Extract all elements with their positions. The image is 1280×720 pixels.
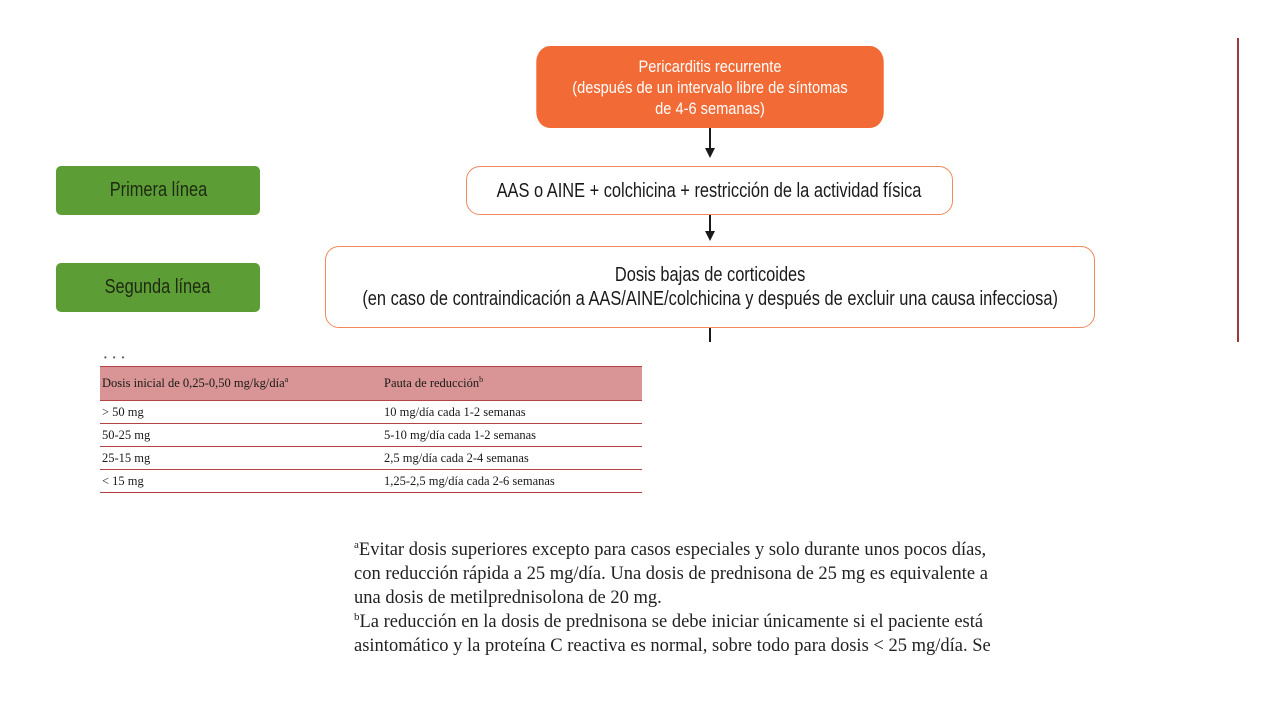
table-footnotes <box>354 538 1174 658</box>
table-row <box>100 470 642 493</box>
arrowhead-2 <box>705 231 715 241</box>
stray-marks: ••• <box>104 353 131 362</box>
second-line-label <box>56 263 260 312</box>
table-header-row <box>100 367 642 401</box>
recurrent-pericarditis-box <box>536 46 883 128</box>
second-line-condition: (en caso de contraindicación a AAS/AINE/colchicina y después de excluir una causa infecciosa) <box>362 288 1058 310</box>
table-row <box>100 447 642 470</box>
table-row <box>100 424 642 447</box>
header-initial-dose: Dosis inicial de 0,25-0,50 mg/kg/día$^a$ <box>100 367 382 401</box>
taper-cell: 5-10 mg/día cada 1-2 semanas <box>382 424 642 447</box>
dose-cell: 50-25 mg <box>100 424 382 447</box>
dose-cell: 25-15 mg <box>100 447 382 470</box>
top-box-line-1: Pericarditis recurrente <box>638 56 782 76</box>
footnote-a-line-1: $^a$Evitar dosis superiores excepto para casos especiales y solo durante unos pocos días, <box>354 538 987 560</box>
dose-cell: < 15 mg <box>100 470 382 493</box>
connector-line-3 <box>709 328 711 342</box>
top-box-line-2: (después de un intervalo libre de síntomas <box>572 77 848 97</box>
second-line-treatment-box <box>325 246 1095 328</box>
corticosteroid-taper-table <box>100 366 642 493</box>
second-line-title: Dosis bajas de corticoides <box>614 264 806 286</box>
second-line-label-text: Segunda línea <box>105 276 211 298</box>
dose-cell: > 50 mg <box>100 401 382 424</box>
connector-line-1 <box>709 128 711 148</box>
first-line-label-text: Primera línea <box>109 179 207 201</box>
footnote-a-line-2: con reducción rápida a 25 mg/día. Una dosis de prednisona de 25 mg es equivalente a <box>354 564 988 584</box>
arrowhead-1 <box>705 148 715 158</box>
top-box-line-3: de 4-6 semanas) <box>655 98 765 118</box>
footnote-b-line-1: $^b$La reducción en la dosis de prednisona se debe iniciar únicamente si el paciente está <box>354 610 984 632</box>
taper-cell: 10 mg/día cada 1-2 semanas <box>382 401 642 424</box>
table-row <box>100 401 642 424</box>
footnote-b-line-2: asintomático y la proteína C reactiva es normal, sobre todo para dosis < 25 mg/día. Se <box>354 636 991 656</box>
connector-line-2 <box>709 215 711 231</box>
header-taper-schedule: Pauta de reducción$^b$ <box>382 367 642 401</box>
page-margin-rule <box>1237 38 1239 342</box>
footnote-a-line-3: una dosis de metilprednisolona de 20 mg. <box>354 588 662 608</box>
first-line-treatment-box <box>466 166 953 215</box>
first-line-treatment-text: AAS o AINE + colchicina + restricción de la actividad física <box>497 179 922 202</box>
first-line-label <box>56 166 260 215</box>
taper-cell: 2,5 mg/día cada 2-4 semanas <box>382 447 642 470</box>
taper-cell: 1,25-2,5 mg/día cada 2-6 semanas <box>382 470 642 493</box>
